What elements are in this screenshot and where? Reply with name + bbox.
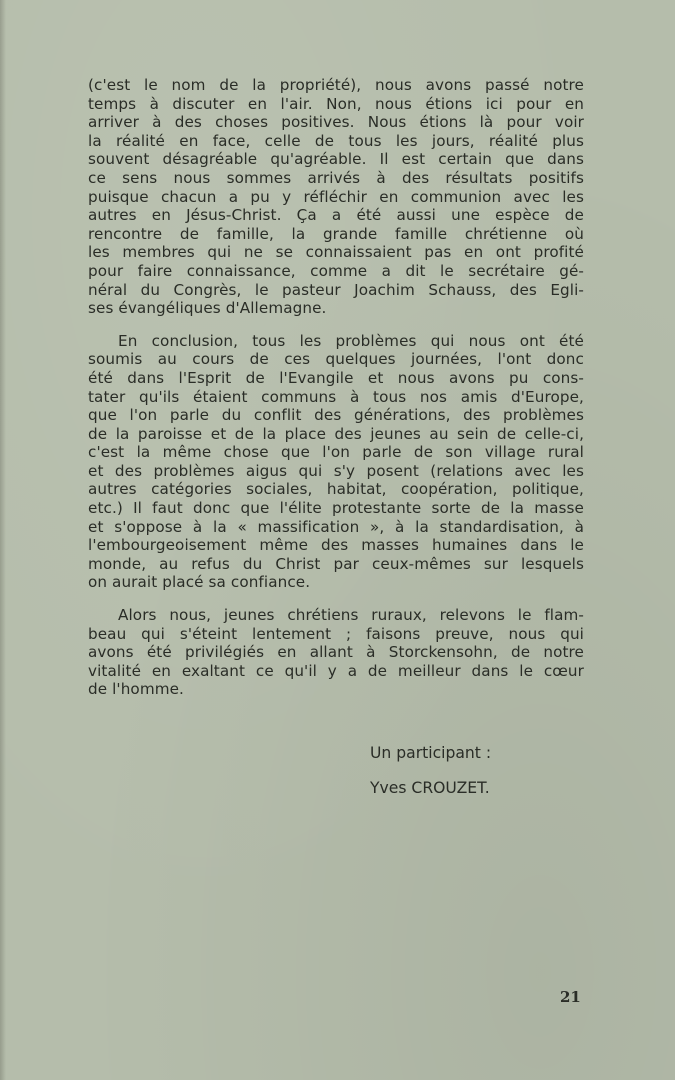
text-line: puisque chacun a pu y réfléchir en communion avec les	[88, 187, 584, 206]
text-line: néral du Congrès, le pasteur Joachim Schauss, des Egli-	[88, 280, 584, 299]
text-line: et s'oppose à la « massification », à la standardisation, à	[88, 517, 584, 536]
text-line: etc.) Il faut donc que l'élite protestante sorte de la masse	[88, 499, 584, 518]
signature-name: Yves CROUZET.	[370, 779, 490, 797]
text-line: ses évangéliques d'Allemagne.	[88, 299, 327, 318]
text-line: été dans l'Esprit de l'Evangile et nous avons pu cons-	[88, 368, 584, 387]
text-line: souvent désagréable qu'agréable. Il est certain que dans	[88, 150, 584, 169]
page-number: 21	[560, 988, 581, 1006]
signature-role: Un participant :	[370, 744, 492, 762]
text-line: autres en Jésus-Christ. Ça a été aussi une espèce de	[88, 206, 584, 225]
text-line: l'embourgeoisement même des masses humaines dans le	[88, 536, 584, 555]
text-line: rencontre de famille, la grande famille chrétienne où	[88, 224, 584, 243]
paragraph-1	[88, 76, 584, 318]
text-line: de la paroisse et de la place des jeunes au sein de celle-ci,	[88, 424, 584, 443]
text-line: la réalité en face, celle de tous les jours, réalité plus	[88, 131, 584, 150]
text-line: les membres qui ne se connaissaient pas en ont profité	[88, 243, 584, 262]
text-line: que l'on parle du conflit des générations, des problèmes	[88, 406, 584, 425]
text-line: soumis au cours de ces quelques journées, l'ont donc	[88, 350, 584, 369]
text-line: et des problèmes aigus qui s'y posent (relations avec les	[88, 461, 584, 480]
text-line: temps à discuter en l'air. Non, nous étions ici pour en	[88, 94, 584, 113]
text-line: de l'homme.	[88, 680, 184, 699]
text-line: pour faire connaissance, comme a dit le secrétaire gé-	[88, 261, 584, 280]
paragraph-2	[88, 332, 584, 592]
paragraph-3	[88, 606, 584, 699]
text-line: c'est la même chose que l'on parle de son village rural	[88, 443, 584, 462]
text-line: beau qui s'éteint lentement ; faisons preuve, nous qui	[88, 624, 584, 643]
text-line: avons été privilégiés en allant à Storckensohn, de notre	[88, 643, 584, 662]
text-line: monde, au refus du Christ par ceux-mêmes sur lesquels	[88, 554, 584, 573]
text-line: arriver à des choses positives. Nous étions là pour voir	[88, 113, 584, 132]
text-line: (c'est le nom de la propriété), nous avons passé notre	[88, 76, 584, 94]
text-line: Alors nous, jeunes chrétiens ruraux, relevons le flam-	[118, 606, 584, 625]
text-line: vitalité en exaltant ce qu'il y a de meilleur dans le cœur	[88, 661, 584, 680]
text-line: ce sens nous sommes arrivés à des résultats positifs	[88, 168, 584, 187]
body-text	[88, 76, 584, 699]
text-line: on aurait placé sa confiance.	[88, 573, 311, 592]
text-line: En conclusion, tous les problèmes qui nous ont été	[118, 331, 584, 350]
text-line: tater qu'ils étaient communs à tous nos amis d'Europe,	[88, 387, 584, 406]
text-line: autres catégories sociales, habitat, coopération, politique,	[88, 480, 584, 499]
